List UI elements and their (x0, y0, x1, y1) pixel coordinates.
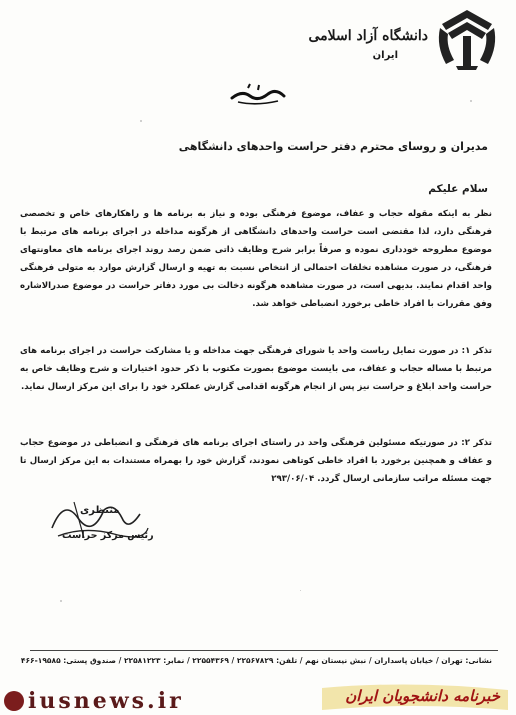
scan-speck (300, 590, 301, 591)
greeting: سلام علیکم (428, 183, 488, 195)
site-logo-icon (4, 691, 24, 711)
handwritten-signature (44, 488, 154, 552)
scan-speck (140, 120, 142, 122)
university-logo-icon (432, 6, 502, 72)
watermark-site-text: iusnews.ir (28, 688, 184, 714)
footer-address: نشانی: تهران / خیابان پاسداران / نبش نیستان نهم / تلفن: ۲۲۵۶۷۸۲۹ / ۲۲۵۵۴۳۶۹ / نمابر: ۲۲۵۸۱۲۲۳ / صندوق پستی: ۱۹۵۸۵-۴۶۶ (20, 656, 492, 665)
recipient-line: مدیران و روسای محترم دفتر حراست واحدهای دانشگاهی (178, 140, 488, 153)
bismillah-calligraphy (228, 80, 288, 106)
body-paragraph-3: تذکر ۲: در صورتیکه مسئولین فرهنگی واحد در راستای اجرای برنامه های فرهنگی و انضباطی در موضوع حجاب و عفاف و همچنین برخورد با افراد خاطی کوتاهی نمودند، گزارش خود را بهمراه مستندات به این مرکز ارسال تا جهت مسئله مراتب سازمانی ارسال گردد. ۲۹۳/۰۶/۰۴ (20, 438, 492, 484)
body-paragraph-1: نظر به اینکه مقوله حجاب و عفاف، موضوع فرهنگی بوده و نیاز به برنامه ها و راهکارهای خاص و تخصصی فرهنگی دارد، لذا مقتضی است حراست واحدهای دانشگاهی از هرگونه مداخله در اجرای برنامه های مرتبط با موضوع مطروحه خودداری نموده و صرفاً برابر شرح وظایف ذاتی ضمن رصد روند اجرای برنامه های معاونتهای فرهنگی، در صورت مشاهده تخلفات احتمالی از انتخاص نسبت به تهیه و ارسال گزارش موارد به متولی فرهنگی واحد اقدام نمایند. بدیهی است، در صورت مشاهده هرگونه دخالت بی مورد دفاتر حراست در موضوع صدرالاشاره وفق مقررات با افراد خاطی برخورد انضباطی خواهد شد. (20, 209, 492, 309)
signatory-title: رئیس مرکز حراست (62, 530, 154, 541)
footer-divider (30, 650, 498, 651)
scan-speck (470, 100, 472, 102)
university-subtitle: ایران (372, 50, 398, 61)
watermark-site (4, 688, 184, 714)
signatory-name: منتظری (80, 505, 120, 516)
body-paragraph-2: تذکر ۱: در صورت تمایل ریاست واحد یا شورای فرهنگی جهت مداخله و یا مشارکت حراست در اجرای برنامه های مرتبط با مساله حجاب و عفاف، می بایست موضوع بصورت مکتوب با ذکر حدود اختیارات و شرح وظایف خاص به حراست واحد ابلاغ و حراست نیز پس از انجام هرگونه اقدامی گزارش عملکرد خود را برای این مرکز ارسال نماید. (20, 346, 492, 392)
university-name: دانشگاه آزاد اسلامی (308, 28, 428, 44)
scan-speck (60, 600, 62, 602)
watermark-brand: خبرنامه دانشجویان ایران (345, 687, 500, 705)
